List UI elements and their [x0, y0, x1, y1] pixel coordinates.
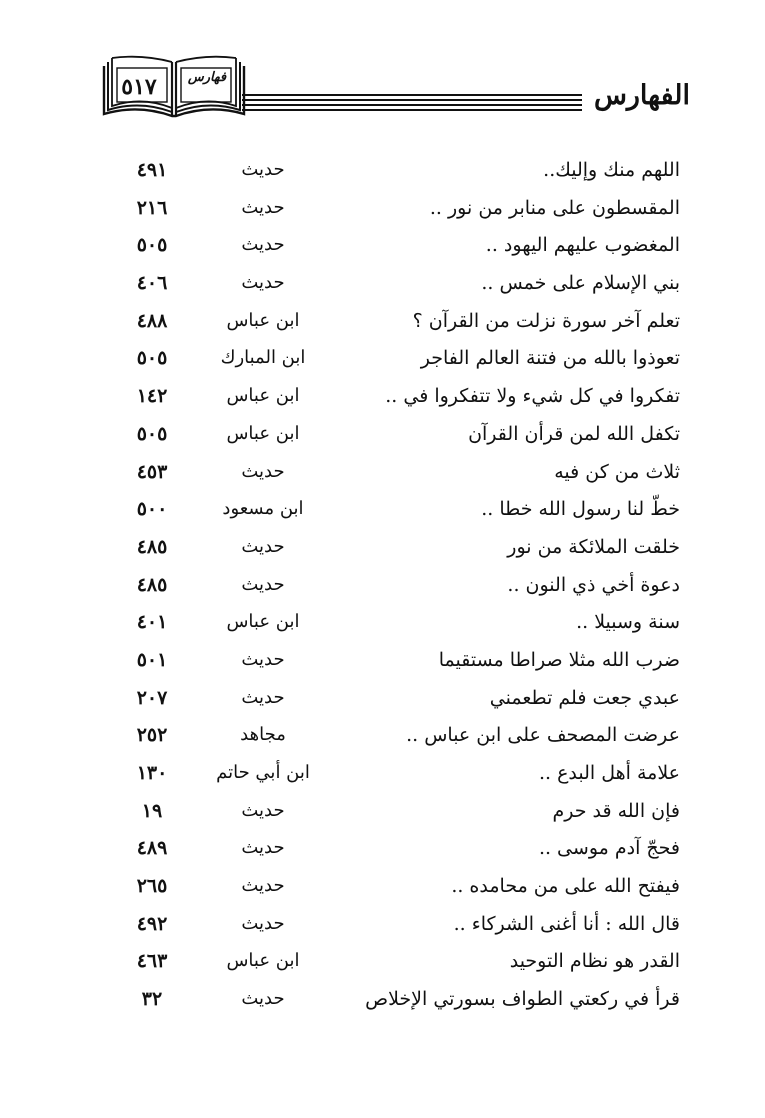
index-row	[110, 756, 686, 794]
entry-text: خطّ لنا رسول الله خطا ..	[481, 498, 680, 521]
entry-text: المغضوب عليهم اليهود ..	[485, 234, 680, 257]
entry-source: حديث	[241, 875, 285, 897]
entry-page-number: ٣٢	[141, 988, 163, 1011]
entry-page-number: ١٩	[141, 799, 163, 822]
entry-source: ابن عباس	[226, 309, 300, 331]
entry-source: ابن مسعود	[222, 498, 304, 520]
index-row	[110, 266, 686, 304]
index-row	[110, 191, 686, 229]
entry-page-number: ٥٠٥	[136, 234, 168, 257]
entry-text: ضرب الله مثلا صراطا مستقيما	[438, 648, 680, 671]
entry-text: عبدي جعت فلم تطعمني	[489, 686, 680, 709]
entry-source: حديث	[241, 573, 285, 595]
entry-text: تكفل الله لمن قرأن القرآن	[468, 422, 680, 445]
entry-source: ابن عباس	[226, 950, 300, 972]
entry-page-number: ٤٨٨	[136, 309, 168, 332]
entry-page-number: ٥٠٥	[136, 347, 168, 370]
entry-text: اللهم منك وإليك..	[543, 159, 680, 181]
entry-page-number: ٥٠٥	[136, 422, 168, 445]
index-row	[110, 944, 686, 982]
index-row	[110, 417, 686, 455]
index-row	[110, 681, 686, 719]
entry-page-number: ٤٨٩	[136, 837, 168, 860]
entry-source: حديث	[241, 535, 285, 557]
entry-source: حديث	[241, 799, 285, 821]
entry-page-number: ٤٩٢	[136, 912, 168, 935]
index-row	[110, 794, 686, 832]
entry-text: فيفتح الله على من محامده ..	[451, 875, 680, 898]
index-row	[110, 605, 686, 643]
entry-text: بني الإسلام على خمس ..	[481, 272, 680, 295]
entry-text: القدر هو نظام التوحيد	[509, 950, 680, 973]
entry-text: دعوة أخي ذي النون ..	[507, 573, 680, 596]
index-row	[110, 379, 686, 417]
entry-page-number: ٢٦٥	[136, 875, 168, 898]
entry-page-number: ٢١٦	[136, 196, 168, 219]
entry-source: حديث	[241, 686, 285, 708]
entry-text: سنة وسبيلا ..	[576, 611, 680, 634]
entry-source: حديث	[241, 234, 285, 256]
entry-source: حديث	[241, 159, 285, 180]
index-row	[110, 304, 686, 342]
header-rule-lines	[242, 94, 582, 112]
entry-page-number: ٥٠٠	[136, 498, 168, 521]
entry-text: عرضت المصحف على ابن عباس ..	[406, 724, 680, 747]
entry-text: ثلاث من كن فيه	[554, 460, 680, 483]
entry-source: حديث	[241, 460, 285, 482]
entry-text: علامة أهل البدع ..	[538, 762, 680, 784]
index-row	[110, 492, 686, 530]
entry-source: حديث	[241, 648, 285, 670]
entry-text: فحجّ آدم موسى ..	[538, 837, 680, 860]
index-row	[110, 982, 686, 1020]
entry-page-number: ٤٥٣	[136, 460, 168, 483]
index-list	[110, 153, 686, 1020]
index-row	[110, 831, 686, 869]
index-row	[110, 869, 686, 907]
entry-source: ابن عباس	[226, 422, 300, 444]
index-row	[110, 907, 686, 945]
entry-source: مجاهد	[240, 724, 286, 746]
entry-page-number: ٤٠١	[136, 611, 168, 634]
entry-source: ابن عباس	[226, 611, 300, 633]
index-row	[110, 153, 686, 191]
entry-source: حديث	[241, 196, 285, 218]
entry-page-number: ٤٨٥	[136, 573, 168, 596]
entry-text: تعوذوا بالله من فتنة العالم الفاجر	[420, 347, 680, 370]
open-book-icon	[100, 52, 248, 122]
entry-page-number: ٢٥٢	[136, 724, 168, 747]
page-header	[100, 52, 690, 124]
entry-text: تفكروا في كل شيء ولا تتفكروا في ..	[385, 385, 680, 408]
entry-text: خلقت الملائكة من نور	[507, 535, 680, 558]
entry-source: ابن المبارك	[220, 347, 306, 369]
index-row	[110, 718, 686, 756]
entry-page-number: ٤٩١	[136, 159, 168, 181]
entry-page-number: ١٤٢	[136, 385, 168, 408]
index-row	[110, 341, 686, 379]
header-badge-label: فهارس	[187, 70, 227, 85]
entry-source: حديث	[241, 837, 285, 859]
entry-page-number: ٤٠٦	[136, 272, 168, 295]
entry-page-number: ٤٦٣	[136, 950, 168, 973]
index-row	[110, 530, 686, 568]
entry-source: حديث	[241, 988, 285, 1010]
entry-source: حديث	[241, 272, 285, 294]
entry-text: المقسطون على منابر من نور ..	[429, 196, 680, 219]
entry-page-number: ١٣٠	[136, 762, 168, 784]
page-number: ٥١٧	[121, 74, 157, 100]
section-title: الفهارس	[593, 80, 690, 111]
index-row	[110, 643, 686, 681]
index-row	[110, 568, 686, 606]
index-row	[110, 228, 686, 266]
entry-page-number: ٢٠٧	[136, 686, 168, 709]
entry-text: قرأ في ركعتي الطواف بسورتي الإخلاص	[365, 988, 680, 1011]
entry-source: حديث	[241, 912, 285, 934]
entry-text: قال الله : أنا أغنى الشركاء ..	[453, 912, 680, 935]
entry-source: ابن عباس	[226, 385, 300, 407]
entry-page-number: ٤٨٥	[136, 535, 168, 558]
entry-page-number: ٥٠١	[136, 648, 168, 671]
entry-source: ابن أبي حاتم	[216, 762, 310, 783]
entry-text: فإن الله قد حرم	[552, 799, 680, 822]
index-row	[110, 455, 686, 493]
entry-text: تعلم آخر سورة نزلت من القرآن ؟	[412, 309, 680, 332]
